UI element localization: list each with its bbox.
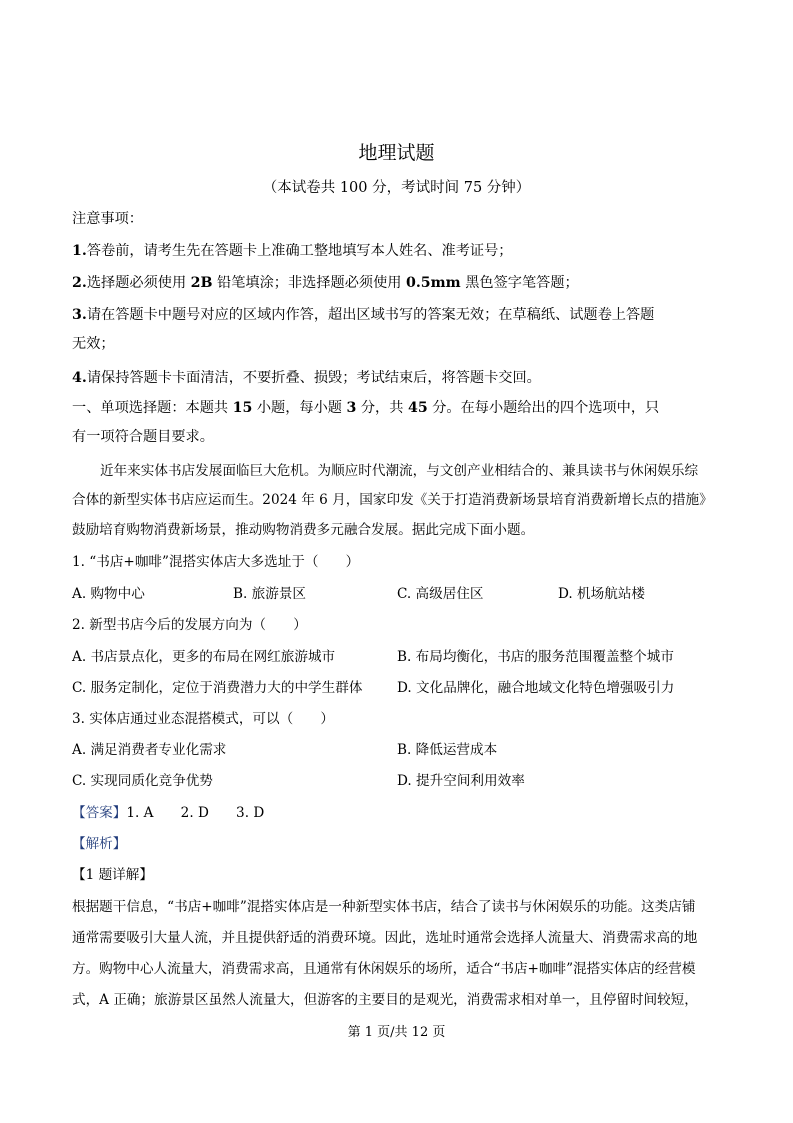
detail-label: 【1 题详解】: [72, 867, 153, 883]
answer-line: [72, 803, 264, 823]
explanation-line-4: 式，A 正确；旅游景区虽然人流量大，但游客的主要目的是观光，消费需求相对单一，且停留时间较短，: [72, 992, 698, 1008]
question-3-option-b: B. 降低运营成本: [397, 742, 498, 758]
question-1-stem: 1. “书店+咖啡”混搭实体店大多选址于（ ）: [72, 554, 360, 570]
page-footer: 第 1 页/共 12 页: [347, 1025, 446, 1040]
section-heading: 一、单项选择题：本题共 15 小题，每小题 3 分，共 45 分。在每小题给出的四个选项中，只: [72, 400, 660, 416]
notice-item-2: 2.选择题必须使用 2B 铅笔填涂；非选择题必须使用 0.5mm 黑色签字笔答题；: [72, 275, 579, 291]
passage-line-3: 鼓励培育购物消费新场景，推动购物消费多元融合发展。据此完成下面小题。: [72, 522, 535, 538]
question-1-option-c: C. 高级居住区: [397, 586, 484, 602]
analysis-label: 【解析】: [72, 836, 127, 852]
section-heading-cont: 有一项符合题目要求。: [72, 429, 214, 445]
notice-item-3: 3.请在答题卡中题号对应的区域内作答，超出区域书写的答案无效；在草稿纸、试题卷上答题: [72, 307, 655, 323]
question-2-option-c: C. 服务定制化，定位于消费潜力大的中学生群体: [72, 680, 363, 696]
question-3-stem: 3. 实体店通过业态混搭模式，可以（ ）: [72, 711, 334, 727]
notice-item-1: 1.答卷前，请考生先在答题卡上准确工整地填写本人姓名、准考证号；: [72, 243, 513, 259]
explanation-line-2: 通常需要吸引大量人流，并且提供舒适的消费环境。因此，选址时通常会选择人流量大、消费需求高的地: [72, 930, 698, 946]
explanation-line-1: 根据题干信息，“书店+咖啡”混搭实体店是一种新型实体书店，结合了读书与休闲娱乐的功能。这类店铺: [72, 899, 696, 915]
answer-values: 1. A 2. D 3. D: [126, 805, 265, 821]
question-3-option-a: A. 满足消费者专业化需求: [72, 742, 227, 758]
question-2-option-d: D. 文化品牌化，融合地域文化特色增强吸引力: [397, 680, 675, 696]
question-1-option-b: B. 旅游景区: [233, 586, 307, 602]
question-3-option-d: D. 提升空间利用效率: [397, 773, 525, 789]
exam-subtitle: （本试卷共 100 分，考试时间 75 分钟）: [262, 180, 531, 196]
notice-item-3-cont: 无效；: [72, 336, 115, 352]
page-title: 地理试题: [358, 142, 435, 164]
question-1-option-d: D. 机场航站楼: [558, 586, 646, 602]
question-2-option-b: B. 布局均衡化，书店的服务范围覆盖整个城市: [397, 649, 674, 665]
question-2-stem: 2. 新型书店今后的发展方向为（ ）: [72, 617, 307, 633]
question-3-option-c: C. 实现同质化竞争优势: [72, 773, 213, 789]
explanation-line-3: 方。购物中心人流量大，消费需求高，且通常有休闲娱乐的场所，适合“书店+咖啡”混搭实体店的经营模: [72, 961, 696, 977]
question-2-option-a: A. 书店景点化，更多的布局在网红旅游城市: [72, 649, 336, 665]
question-1-option-a: A. 购物中心: [72, 586, 145, 602]
answer-label: 【答案】: [72, 805, 127, 821]
passage-line-2: 合体的新型实体书店应运而生。2024 年 6 月，国家印发《关于打造消费新场景培育消费新增长点的措施》: [72, 492, 713, 508]
notice-heading: 注意事项：: [72, 211, 143, 227]
notice-item-4: 4.请保持答题卡卡面清洁，不要折叠、损毁；考试结束后，将答题卡交回。: [72, 370, 541, 386]
passage-line-1: 近年来实体书店发展面临巨大危机。为顺应时代潮流，与文创产业相结合的、兼具读书与休闲娱乐综: [100, 463, 699, 479]
